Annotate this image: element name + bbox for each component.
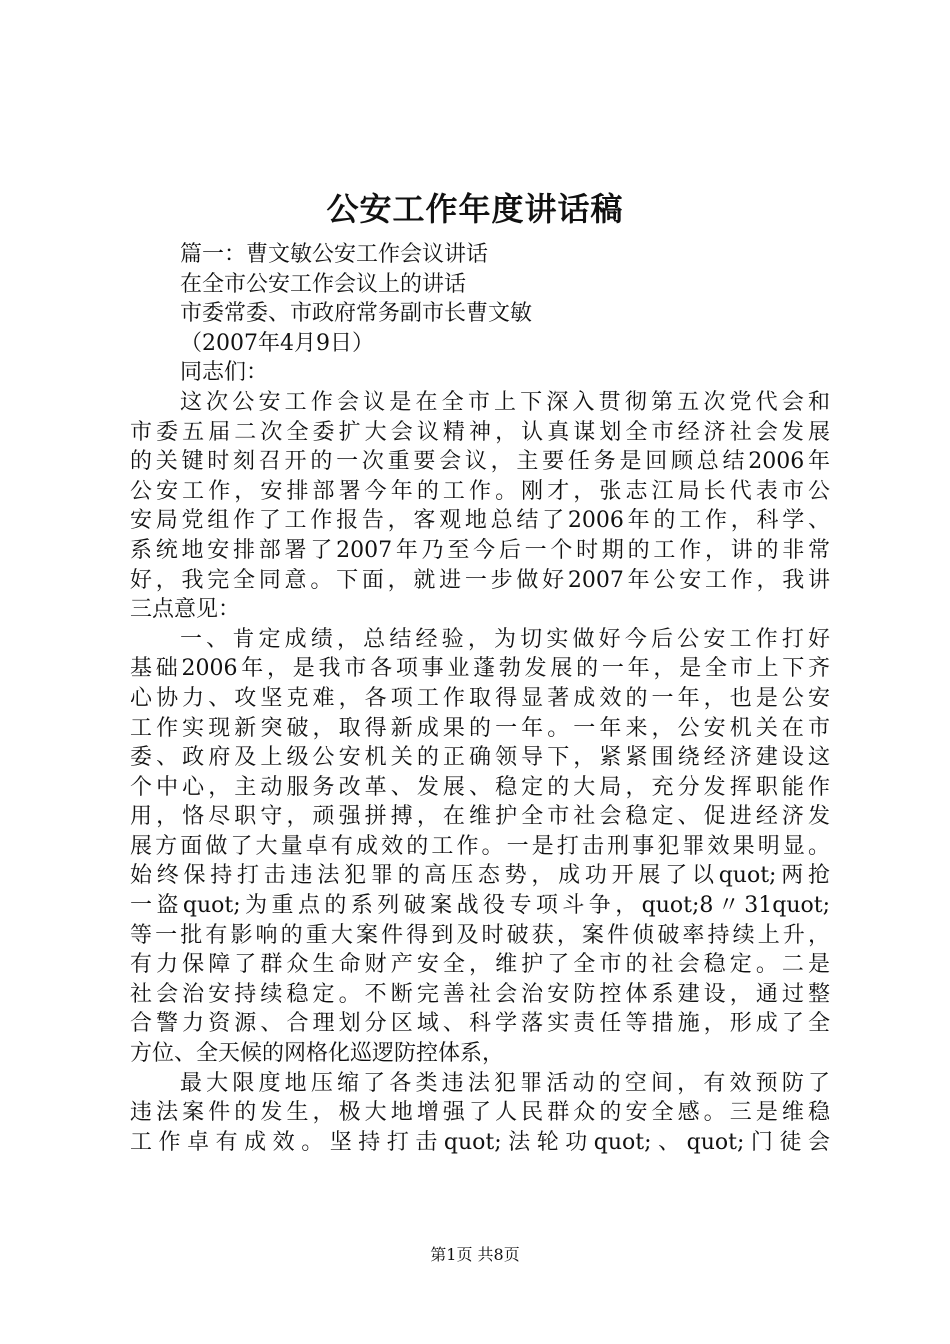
body-line: 市委五届二次全委扩大会议精神，认真谋划全市经济社会发展 <box>130 419 830 445</box>
body-line: 在全市公安工作会议上的讲话 <box>180 271 467 297</box>
body-line: 有力保障了群众生命财产安全，维护了全市的社会稳定。二是 <box>130 952 830 978</box>
body-line: 始终保持打击违法犯罪的高压态势，成功开展了以quot;两抢 <box>130 863 830 889</box>
body-line: 这次公安工作会议是在全市上下深入贯彻第五次党代会和 <box>180 389 830 415</box>
body-line: 工作实现新突破，取得新成果的一年。一年来，公安机关在市 <box>130 715 830 741</box>
body-line: 社会治安持续稳定。不断完善社会治安防控体系建设，通过整 <box>130 981 830 1007</box>
body-line: 公安工作，安排部署今年的工作。刚才，张志江局长代表市公 <box>130 478 830 504</box>
body-line: 方位、全天候的网格化巡逻防控体系， <box>130 1041 505 1067</box>
body-line: 合警力资源、合理划分区域、科学落实责任等措施，形成了全 <box>130 1011 830 1037</box>
body-line: 用，恪尽职守，顽强拼搏，在维护全市社会稳定、促进经济发 <box>130 804 830 830</box>
body-line: 一、肯定成绩，总结经验，为切实做好今后公安工作打好 <box>180 626 830 652</box>
body-line: 个中心，主动服务改革、发展、稳定的大局，充分发挥职能作 <box>130 774 830 800</box>
body-line: 的关键时刻召开的一次重要会议，主要任务是回顾总结2006年 <box>130 449 830 475</box>
body-line: 篇一：曹文敏公安工作会议讲话 <box>180 242 489 267</box>
body-line: 最大限度地压缩了各类违法犯罪活动的空间，有效预防了 <box>180 1070 830 1096</box>
body-line: 等一批有影响的重大案件得到及时破获，案件侦破率持续上升， <box>130 922 830 948</box>
body-line: 委、政府及上级公安机关的正确领导下，紧紧围绕经济建设这 <box>130 745 830 771</box>
body-line: 基础2006年，是我市各项事业蓬勃发展的一年，是全市上下齐 <box>130 656 830 682</box>
body-line: （2007年4月9日） <box>180 330 374 356</box>
body-line: 好，我完全同意。下面，就进一步做好2007年公安工作，我讲 <box>130 567 830 593</box>
body-line: 市委常委、市政府常务副市长曹文敏 <box>180 301 533 327</box>
body-line: 工作卓有成效。坚持打击quot;法轮功quot;、quot;门徒会 <box>130 1129 830 1155</box>
document-title: 公安工作年度讲话稿 <box>326 190 624 228</box>
body-line: 展方面做了大量卓有成效的工作。一是打击刑事犯罪效果明显。 <box>130 833 830 859</box>
body-line: 违法案件的发生，极大地增强了人民群众的安全感。三是维稳 <box>130 1100 830 1126</box>
page-footer: 第1页 共8页 <box>430 1245 520 1264</box>
body-line: 同志们： <box>180 360 269 386</box>
body-line: 系统地安排部署了2007年乃至今后一个时期的工作，讲的非常 <box>130 537 830 563</box>
body-line: 安局党组作了工作报告，客观地总结了2006年的工作，科学、 <box>130 508 830 534</box>
document-body <box>130 240 830 1157</box>
body-line: 心协力、攻坚克难，各项工作取得显著成效的一年，也是公安 <box>130 685 830 711</box>
body-line: 一盗quot;为重点的系列破案战役专项斗争，quot;8〃31quot; <box>130 893 830 919</box>
body-line: 三点意见： <box>130 597 241 623</box>
